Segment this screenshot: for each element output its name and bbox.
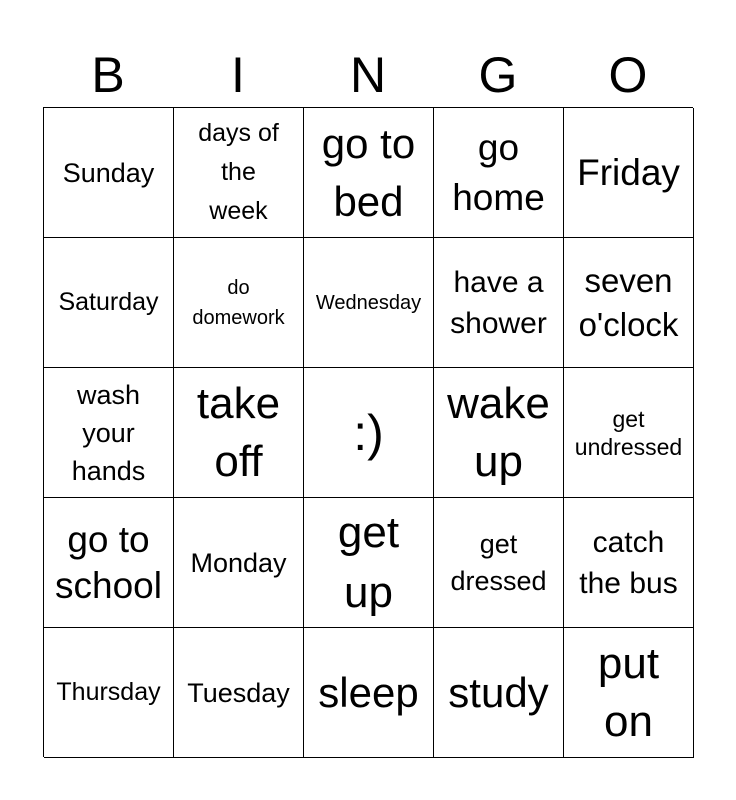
cell-label: Thursday	[56, 678, 161, 706]
cell-label: wash your hands	[71, 379, 146, 486]
cell-label: get undressed	[574, 405, 683, 460]
cell-label: :)	[353, 404, 384, 461]
cell-label: get dressed	[450, 528, 547, 596]
cell-label: wake up	[447, 378, 550, 486]
bingo-cell[interactable]	[174, 108, 304, 238]
cell-label: take off	[196, 378, 281, 486]
header-letter-i: I	[231, 47, 245, 103]
cell-label: days of the week	[198, 119, 279, 225]
bingo-cell[interactable]	[434, 108, 564, 238]
cell-label: get up	[337, 507, 400, 617]
bingo-cell[interactable]	[434, 368, 564, 498]
bingo-cell[interactable]	[564, 108, 694, 238]
cell-label: do domework	[192, 276, 285, 329]
cell-label: Monday	[190, 547, 287, 578]
bingo-cell[interactable]	[564, 238, 694, 368]
bingo-cell[interactable]	[564, 368, 694, 498]
cell-label: study	[448, 668, 549, 716]
cell-label: Saturday	[58, 288, 159, 316]
cell-label: go home	[452, 126, 545, 218]
bingo-cell[interactable]	[44, 498, 174, 628]
bingo-cell[interactable]	[434, 238, 564, 368]
cell-label: put on	[597, 638, 660, 746]
bingo-cell[interactable]	[174, 238, 304, 368]
header-letter-o: O	[608, 47, 648, 103]
bingo-cell[interactable]	[174, 628, 304, 758]
bingo-cell[interactable]	[304, 238, 434, 368]
header-letter-g: G	[478, 47, 518, 103]
bingo-cell[interactable]	[564, 498, 694, 628]
bingo-cell[interactable]	[174, 498, 304, 628]
bingo-cell[interactable]	[304, 368, 434, 498]
bingo-cell[interactable]	[434, 498, 564, 628]
bingo-cell[interactable]	[44, 368, 174, 498]
bingo-cell[interactable]	[564, 628, 694, 758]
cell-label: Sunday	[62, 157, 155, 188]
cell-label: seven o'clock	[578, 261, 679, 343]
bingo-cell[interactable]	[304, 108, 434, 238]
bingo-board	[43, 107, 693, 757]
bingo-cell[interactable]	[44, 238, 174, 368]
cell-label: sleep	[318, 668, 419, 716]
cell-label: Wednesday	[315, 291, 422, 314]
bingo-cell[interactable]	[304, 498, 434, 628]
cell-label: Friday	[577, 151, 680, 193]
bingo-cell[interactable]	[44, 628, 174, 758]
bingo-cell[interactable]	[44, 108, 174, 238]
cell-label: Tuesday	[187, 677, 290, 708]
bingo-cell[interactable]	[174, 368, 304, 498]
bingo-cell[interactable]	[304, 628, 434, 758]
cell-label: go to bed	[321, 119, 416, 225]
header-letter-n: N	[349, 47, 387, 103]
cell-label: catch the bus	[579, 525, 678, 600]
header-letter-b: B	[91, 47, 125, 103]
cell-label: have a shower	[450, 265, 547, 340]
cell-label: go to school	[55, 518, 162, 606]
bingo-header	[43, 42, 693, 108]
bingo-cell[interactable]	[434, 628, 564, 758]
